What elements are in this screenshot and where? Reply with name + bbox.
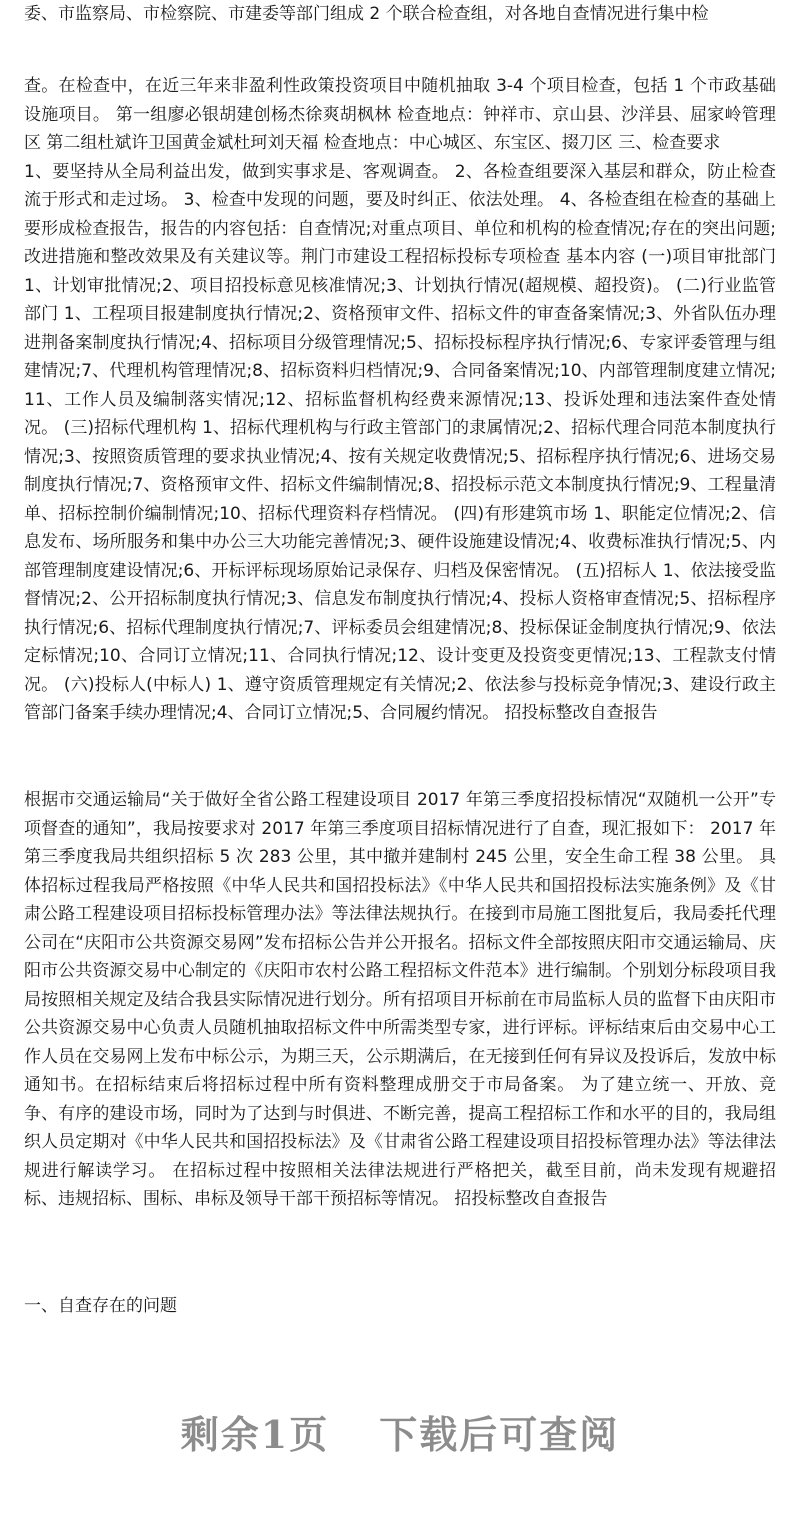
- document-top-fragment: 委、市监察局、市检察院、市建委等部门组成 2 个联合检查组，对各地自查情况进行集中检: [24, 4, 709, 24]
- document-report-text: 根据市交通运输局“关于做好全省公路工程建设项目 2017 年第三季度招投标情况“双随机一公开”专项督查的通知”，我局按要求对 2017 年第三季度项目招标情况进行了自查，现汇报如下： 2017 年第三季度我局共组织招标 5 次 283 公里，其中撤并建制村 245 公里，安全生命工程 38 公里。 具体招标过程我局严格按照《中华人民共和国招投标法》《中华人民共和国招投标法实施条例》及《甘肃公路工程建设项目招标投标管理办法》等法律法规执行。在接到市局施工图批复后，我局委托代理公司在“庆阳市公共资源交易网”发布招标公告并公开报名。招标文件全部按照庆阳市交通运输局、庆阳市公共资源交易中心制定的《庆阳市农村公路工程招标文件范本》进行编制。个别划分标段项目我局按照相关规定及结合我县实际情况进行划分。所有招项目开标前在市局监标人员的监督下由庆阳市公共资源交易中心负责人员随机抽取招标文件中所需类型专家，进行评标。评标结束后由交易中心工作人员在交易网上发布中标公示，为期三天，公示期满后，在无接到任何有异议及投诉后，发放中标通知书。在招标结束后将招标过程中所有资料整理成册交于市局备案。 为了建立统一、开放、竞争、有序的建设市场，同时为了达到与时俱进、不断完善，提高工程招标工作和水平的目的，我局组织人员定期对《中华人民共和国招投标法》及《甘肃省公路工程建设项目招投标管理办法》等法律法规进行解读学习。 在招标过程中按照相关法律法规进行严格把关，截至目前，尚未发现有规避招标、违规招标、围标、串标及领导干部干预招标等情况。 招投标整改自查报告: [24, 790, 776, 1209]
- remaining-pages-label: 剩余1页: [180, 1412, 330, 1457]
- download-to-view-label[interactable]: 下载后可查阅: [379, 1412, 620, 1457]
- document-main-text: 查。在检查中，在近三年来非盈利性政策投资项目中随机抽取 3-4 个项目检查，包括 1 个市政基础设施项目。 第一组廖必银胡建创杨杰徐爽胡枫林 检查地点：钟祥市、京山县、沙洋县、屈家岭管理区 第二组杜斌许卫国黄金斌杜珂刘天福 检查地点：中心城区、东宝区、掇刀区 三、检查要求 1、要坚持从全局利益出发，做到实事求是、客观调查。 2、各检查组要深入基层和群众，防止检查流于形式和走过场。 3、检查中发现的问题，要及时纠正、依法处理。 4、各检查组在检查的基础上要形成检查报告，报告的内容包括：自查情况;对重点项目、单位和机构的检查情况;存在的突出问题;改进措施和整改效果及有关建议等。荆门市建设工程招标投标专项检查 基本内容 (一)项目审批部门 1、计划审批情况;2、项目招投标意见核准情况;3、计划执行情况(超规模、超投资)。 (二)行业监管部门 1、工程项目报建制度执行情况;2、资格预审文件、招标文件的审查备案情况;3、外省队伍办理进荆备案制度执行情况;4、招标项目分级管理情况;5、招标投标程序执行情况;6、专家评委管理与组建情况;7、代理机构管理情况;8、招标资料归档情况;9、合同备案情况;10、内部管理制度建立情况;11、工作人员及编制落实情况;12、招标监督机构经费来源情况;13、投诉处理和违法案件查处情况。 (三)招标代理机构 1、招标代理机构与行政主管部门的隶属情况;2、招标代理合同范本制度执行情况;3、按照资质管理的要求执业情况;4、按有关规定收费情况;5、招标程序执行情况;6、进场交易制度执行情况;7、资格预审文件、招标文件编制情况;8、招投标示范文本制度执行情况;9、工程量清单、招标控制价编制情况;10、招标代理资料存档情况。 (四)有形建筑市场 1、职能定位情况;2、信息发布、场所服务和集中办公三大功能完善情况;3、硬件设施建设情况;4、收费标准执行情况;5、内部管理制度建设情况;6、开标评标现场原始记录保存、归档及保密情况。 (五)招标人 1、依法接受监督情况;2、公开招标制度执行情况;3、信息发布制度执行情况;4、投标人资格审查情况;5、招标程序执行情况;6、招标代理制度执行情况;7、评标委员会组建情况;8、投标保证金制度执行情况;9、依法定标情况;10、合同订立情况;11、合同执行情况;12、设计变更及投资变更情况;13、工程款支付情况。 (六)投标人(中标人) 1、遵守资质管理规定有关情况;2、依法参与投标竞争情况;3、建设行政主管部门备案手续办理情况;4、合同订立情况;5、合同履约情况。 招投标整改自查报告: [24, 76, 776, 723]
- download-banner[interactable]: [0, 1404, 800, 1459]
- section-heading: 一、自查存在的问题: [24, 1296, 177, 1316]
